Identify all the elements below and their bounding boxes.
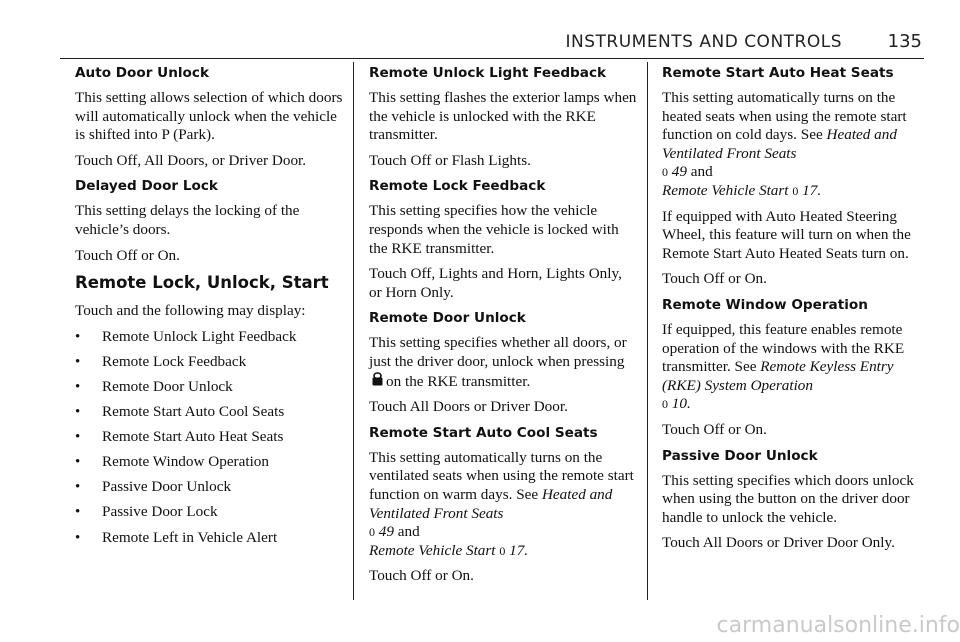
column-2: [369, 64, 637, 593]
heading-remote-window-operation: Remote Window Operation: [662, 296, 868, 313]
text-remote-lock-feedback-options: Touch Off, Lights and Horn, Lights Only, or Horn Only.: [369, 265, 622, 301]
text-remote-intro: Touch and the following may display:: [75, 302, 306, 320]
heading-passive-door-unlock: Passive Door Unlock: [662, 447, 818, 464]
list-item: [75, 428, 343, 447]
text-remote-unlock-light-options: Touch Off or Flash Lights.: [369, 151, 531, 169]
bullet-icon: •: [75, 378, 81, 395]
text-remote-unlock-light-feedback: This setting flashes the exterior lamps when the vehicle is unlocked with the RKE transmitter.: [369, 89, 637, 144]
bullet-icon: •: [75, 404, 81, 421]
text-segment: See: [800, 126, 823, 144]
list-item-text: Remote Unlock Light Feedback: [102, 327, 297, 345]
bullet-icon: •: [75, 479, 81, 496]
text-remote-window-operation-options: Touch Off or On.: [662, 420, 767, 438]
text-auto-door-unlock: This setting allows selection of which doors will automatically unlock when the vehicle is shifted into P (Park).: [75, 89, 343, 144]
text-remote-window-operation: [662, 321, 930, 414]
list-item-text: Passive Door Unlock: [102, 478, 232, 496]
bullet-icon: •: [75, 454, 81, 471]
text-remote-start-auto-cool-seats: [369, 449, 637, 561]
text-passive-door-unlock-options: Touch All Doors or Driver Door Only.: [662, 534, 895, 552]
list-item: [75, 503, 343, 522]
list-item: [75, 328, 343, 347]
list-item-text: Remote Door Unlock: [102, 377, 233, 395]
bullet-icon: •: [75, 529, 81, 546]
page-ref-arrow-icon: 0: [792, 183, 799, 198]
list-item-text: Remote Start Auto Cool Seats: [102, 403, 285, 421]
page-header: [60, 30, 924, 59]
text-auto-door-unlock-options: Touch Off, All Doors, or Driver Door.: [75, 151, 307, 169]
text-remote-start-auto-heat-seats: [662, 89, 930, 201]
page-reference[interactable]: 49: [671, 163, 687, 181]
page-ref-arrow-icon: 0: [662, 397, 668, 412]
list-item: [75, 403, 343, 422]
heading-remote-lock-feedback: Remote Lock Feedback: [369, 178, 546, 195]
cross-reference-link[interactable]: Remote Vehicle Start: [662, 181, 789, 199]
text-segment: .: [817, 181, 822, 199]
text-segment: This setting automatically turns on the heated seats when using the remote start function on cold days.: [662, 89, 907, 144]
bullet-icon: •: [75, 504, 81, 521]
cross-reference-link[interactable]: Remote Keyless Entry (RKE) System Operation: [662, 358, 894, 394]
list-item: [75, 478, 343, 497]
text-remote-start-auto-heat-seats-options: Touch Off or On.: [662, 270, 767, 288]
text-remote-door-unlock: [369, 334, 637, 391]
bullet-icon: •: [75, 429, 81, 446]
cross-reference-link[interactable]: Remote Vehicle Start: [369, 541, 496, 559]
heading-remote-lock-unlock-start: Remote Lock, Unlock, Start: [75, 273, 329, 293]
column-divider-2: [647, 62, 648, 600]
list-item: [75, 353, 343, 372]
column-1: [75, 64, 343, 554]
list-item: [75, 378, 343, 397]
heading-remote-door-unlock: Remote Door Unlock: [369, 310, 526, 327]
text-segment: See: [516, 485, 539, 503]
text-segment: and: [690, 163, 713, 181]
text-segment: .: [686, 395, 691, 413]
text-delayed-door-lock: This setting delays the locking of the vehicle’s doors.: [75, 202, 300, 238]
list-item: [75, 529, 343, 548]
page-number: 135: [887, 31, 922, 52]
text-remote-door-unlock-options: Touch All Doors or Driver Door.: [369, 398, 568, 416]
text-auto-heated-steering: If equipped with Auto Heated Steering Wheel, this feature will turn on when the Remote Start Auto Heated Seats turn on.: [662, 207, 911, 262]
text-passive-door-unlock: This setting specifies which doors unlock when using the button on the driver door handle to unlock the vehicle.: [662, 471, 914, 526]
text-segment: on the RKE transmitter.: [386, 372, 531, 390]
text-segment: If equipped, this feature enables remote operation of the windows with the RKE transmitter. See: [662, 320, 905, 376]
bullet-icon: •: [75, 353, 81, 370]
bullet-icon: •: [75, 328, 81, 345]
text-segment: This setting specifies whether all doors, or just the driver door, unlock when pressing: [369, 334, 627, 370]
page-ref-arrow-icon: 0: [499, 543, 506, 558]
column-3: [662, 64, 930, 560]
page-reference[interactable]: 17: [509, 541, 525, 559]
heading-delayed-door-lock: Delayed Door Lock: [75, 178, 218, 195]
page-reference[interactable]: 49: [378, 523, 394, 541]
cross-reference-link[interactable]: Heated and Ventilated Front Seats: [369, 485, 613, 522]
list-item-text: Remote Window Operation: [102, 453, 269, 471]
text-remote-start-auto-cool-seats-options: Touch Off or On.: [369, 567, 474, 585]
cross-reference-link[interactable]: Heated and Ventilated Front Seats: [662, 126, 897, 162]
list-item-text: Remote Left in Vehicle Alert: [102, 528, 278, 546]
page-reference[interactable]: 17: [802, 181, 818, 199]
page-reference[interactable]: 10: [671, 395, 687, 413]
heading-remote-unlock-light-feedback: Remote Unlock Light Feedback: [369, 65, 607, 81]
text-segment: and: [397, 523, 420, 541]
list-item-text: Passive Door Lock: [102, 503, 218, 521]
unlock-key-icon: [371, 372, 384, 388]
list-item-text: Remote Start Auto Heat Seats: [102, 428, 284, 446]
heading-remote-start-auto-heat-seats: Remote Start Auto Heat Seats: [662, 65, 894, 81]
column-divider-1: [353, 62, 354, 600]
page-ref-arrow-icon: 0: [369, 525, 375, 540]
list-item-text: Remote Lock Feedback: [102, 352, 247, 370]
page-ref-arrow-icon: 0: [662, 165, 668, 180]
remote-options-list: [75, 328, 343, 547]
list-item: [75, 453, 343, 472]
text-delayed-door-lock-options: Touch Off or On.: [75, 246, 180, 264]
text-segment: This setting automatically turns on the ventilated seats when using the remote start function on warm days.: [369, 448, 634, 503]
section-title: INSTRUMENTS AND CONTROLS: [565, 32, 842, 52]
text-segment: .: [524, 541, 529, 559]
heading-auto-door-unlock: Auto Door Unlock: [75, 65, 209, 81]
text-remote-lock-feedback: This setting specifies how the vehicle responds when the vehicle is locked with the RKE transmitter.: [369, 202, 619, 257]
heading-remote-start-auto-cool-seats: Remote Start Auto Cool Seats: [369, 424, 598, 441]
watermark: carmanualsonline.info: [716, 613, 960, 638]
